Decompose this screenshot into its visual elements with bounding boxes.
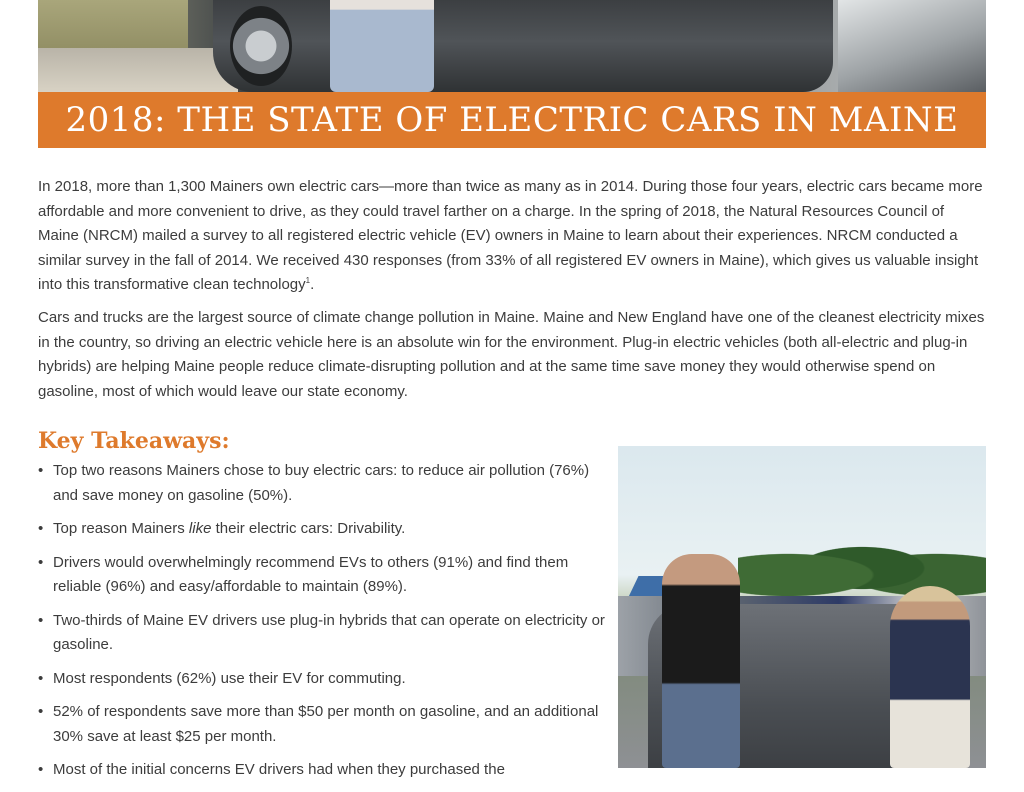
list-item: • Two-thirds of Maine EV drivers use plug-in hybrids that can operate on electricity or gasoline.: [38, 609, 608, 658]
list-item-text: Top reason Mainers: [53, 520, 189, 537]
title-banner: [38, 92, 986, 148]
list-item: • Most respondents (62%) use their EV for commuting.: [38, 667, 608, 692]
list-item: • 52% of respondents save more than $50 per month on gasoline, and an additional 30% save at least $25 per month.: [38, 700, 608, 749]
list-item: • Top two reasons Mainers chose to buy electric cars: to reduce air pollution (76%) and save money on gasoline (50%).: [38, 459, 608, 508]
key-takeaways-heading: Key Takeaways:: [38, 428, 230, 454]
page-title: 2018: THE STATE OF ELECTRIC CARS IN MAINE: [65, 100, 959, 140]
intro-paragraph-1-text: In 2018, more than 1,300 Mainers own electric cars—more than twice as many as in 2014. During those four years, electric cars became more affordable and more convenient to drive, as they could travel farther on a charge. In the spring of 2018, the Natural Resources Council of Maine (NRCM) mailed a survey to all registered electric vehicle (EV) owners in Maine to learn about their experiences. NRCM conducted a similar survey in the fall of 2014. We received 430 responses (from 33% of all registered EV owners in Maine), which gives us valuable insight into this transformative clean technology: [38, 178, 983, 293]
list-item-text: their electric cars: Drivability.: [211, 520, 406, 537]
list-item: [38, 517, 608, 542]
footnote-mark[interactable]: 1: [305, 276, 311, 285]
header-photo-car: [38, 0, 986, 92]
intro-paragraph-2: Cars and trucks are the largest source of climate change pollution in Maine. Maine and New England have one of the cleanest electricity mixes in the country, so driving an electric vehicle here is an absolute win for the environment. Plug-in electric vehicles (both all-electric and plug-in hybrids) are helping Maine people reduce climate-disrupting pollution and at the same time save money they would otherwise spend on gasoline, most of which would leave our state economy.: [38, 309, 985, 400]
list-item-emphasis: like: [188, 520, 212, 537]
key-takeaways-list: [38, 459, 608, 792]
list-item: • Most of the initial concerns EV drivers had when they purchased the: [38, 758, 608, 783]
list-item: • Drivers would overwhelmingly recommend EVs to others (91%) and find them reliable (96%) and easy/affordable to maintain (89%).: [38, 551, 608, 600]
photo-ev-owners: [618, 446, 986, 768]
intro-paragraph-1-end: .: [310, 276, 315, 293]
intro-paragraph-1: [38, 175, 988, 298]
